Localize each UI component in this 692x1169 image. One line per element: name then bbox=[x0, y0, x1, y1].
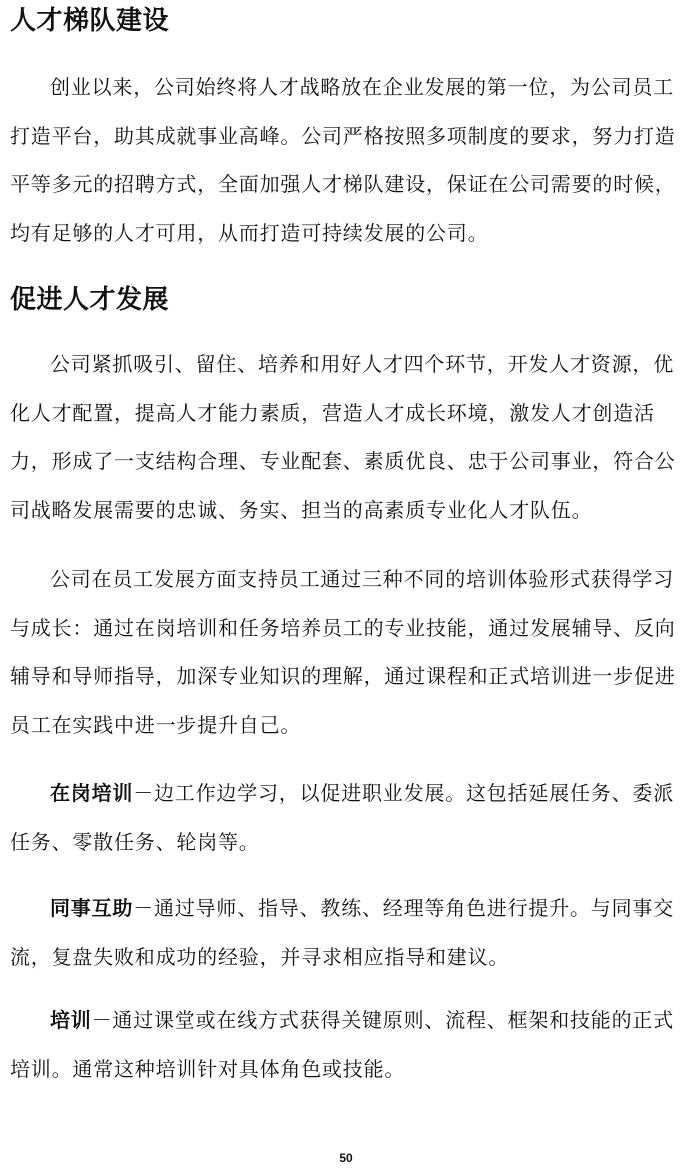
training-term: 在岗培训 bbox=[50, 781, 134, 805]
training-term: 同事互助 bbox=[50, 896, 134, 920]
paragraph-talent-development-intro: 公司紧抓吸引、留住、培养和用好人才四个环节，开发人才资源，优化人才配置，提高人才能力素质，营造人才成长环境，激发人才创造活力，形成了一支结构合理、专业配套、素质优良、忠于公司事业，符合公司战略发展需要的忠诚、务实、担当的高素质专业化人才队伍。 bbox=[10, 352, 676, 522]
training-item-peer-support bbox=[10, 884, 686, 981]
paragraph-talent-pipeline: 创业以来，公司始终将人才战略放在企业发展的第一位，为公司员工打造平台，助其成就事业高峰。公司严格按照多项制度的要求，努力打造平等多元的招聘方式，全面加强人才梯队建设，保证在公司需要的时候，均有足够的人才可用，从而打造可持续发展的公司。 bbox=[10, 75, 676, 245]
training-item-on-the-job bbox=[10, 769, 686, 866]
training-item-formal-training bbox=[10, 996, 686, 1093]
section-heading-talent-pipeline: 人才梯队建设 bbox=[10, 6, 170, 36]
training-description: －通过导师、指导、教练、经理等角色进行提升。与同事交流，复盘失败和成功的经验，并寻求相应指导和建议。 bbox=[10, 896, 675, 969]
section-heading-talent-development: 促进人才发展 bbox=[10, 285, 170, 315]
training-description: －边工作边学习，以促进职业发展。这包括延展任务、委派任务、零散任务、轮岗等。 bbox=[10, 781, 675, 854]
training-term: 培训 bbox=[50, 1008, 92, 1032]
page-number: 50 bbox=[339, 1151, 353, 1165]
training-description: －通过课堂或在线方式获得关键原则、流程、框架和技能的正式培训。通常这种培训针对具体角色或技能。 bbox=[10, 1008, 675, 1081]
paragraph-training-forms: 公司在员工发展方面支持员工通过三种不同的培训体验形式获得学习与成长：通过在岗培训和任务培养员工的专业技能，通过发展辅导、反向辅导和导师指导，加深专业知识的理解，通过课程和正式培训进一步促进员工在实践中进一步提升自己。 bbox=[10, 567, 676, 737]
